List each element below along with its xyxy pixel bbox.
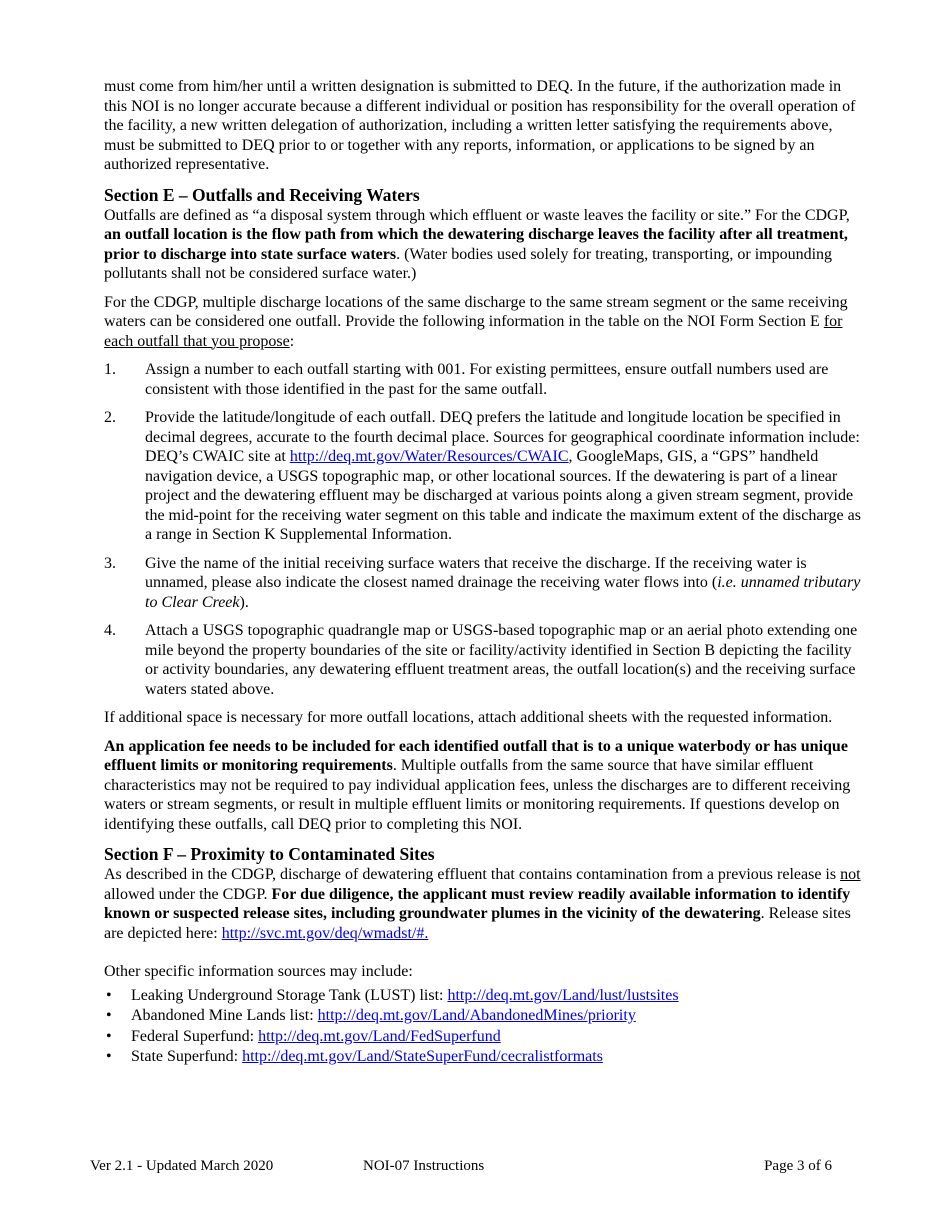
text: . Multiple outfalls from the same source that have similar effluent characteristics may not be required to pay individual application fees, unless the discharges are to different receiving waters or stream segments, or result in multiple effluent limits or monitoring requirements. If questions develop on identifying these outfalls, call DEQ prior to completing this NOI. bbox=[104, 757, 851, 833]
outfall-instructions-list bbox=[104, 360, 866, 699]
bold-text: An application fee needs to be included for each identified outfall that is to a unique waterbody or has unique effluent limits or monitoring requirements bbox=[104, 737, 848, 774]
list-number: 2. bbox=[104, 409, 116, 426]
list-text: Give the name of the initial receiving surface waters that receive the discharge. If the receiving water is unnamed, please also indicate the closest named drainage the receiving water flows into ( bbox=[145, 554, 807, 591]
list-item bbox=[104, 1027, 866, 1047]
section-f-heading: Section F – Proximity to Contaminated Sites bbox=[104, 844, 435, 864]
bullet-icon: • bbox=[106, 1027, 112, 1045]
information-sources-list bbox=[104, 986, 866, 1067]
section-e-paragraph-1 bbox=[104, 206, 866, 284]
text: As described in the CDGP, discharge of dewatering effluent that contains contamination from a previous release is bbox=[104, 866, 841, 883]
section-e-paragraph-3: If additional space is necessary for more outfall locations, attach additional sheets with the requested information. bbox=[104, 709, 833, 726]
document-page bbox=[104, 77, 866, 1068]
list-text: Attach a USGS topographic quadrangle map or USGS-based topographic map or an aerial photo extending one mile beyond the property boundaries of the site or facility/activity identified in Section B depicting the facility or activity boundaries, any dewatering effluent treatment areas, the outfall location(s) and the receiving surface waters stated above. bbox=[145, 622, 858, 698]
section-e-paragraph-4 bbox=[104, 737, 866, 835]
section-f-paragraph-2: Other specific information sources may include: bbox=[104, 963, 413, 980]
list-text: Federal Superfund: bbox=[131, 1027, 259, 1045]
list-item bbox=[104, 986, 866, 1006]
underlined-text: not bbox=[840, 866, 861, 883]
list-text: Abandoned Mine Lands list: bbox=[131, 1007, 318, 1024]
text: . Release sites are depicted here: bbox=[104, 905, 851, 942]
abandoned-mines-link[interactable]: http://deq.mt.gov/Land/AbandonedMines/priority bbox=[317, 1007, 636, 1024]
bold-text: For due diligence, the applicant must review readily available information to identify known or suspected release sites, including groundwater plumes in the vicinity of the dewatering bbox=[104, 885, 851, 922]
text: allowed under the CDGP. bbox=[104, 885, 272, 903]
list-text: State Superfund: bbox=[131, 1048, 243, 1065]
text: For the CDGP, multiple discharge locations of the same discharge to the same stream segment or the same receiving waters can be considered one outfall. Provide the following information in the table on the NOI Form Section E bbox=[104, 293, 848, 330]
underlined-text: for each outfall that you propose bbox=[104, 313, 843, 350]
bullet-icon: • bbox=[106, 986, 112, 1004]
section-f-paragraph-1 bbox=[104, 865, 866, 943]
text: : bbox=[289, 332, 295, 350]
section-e-paragraph-2 bbox=[104, 293, 866, 352]
list-item bbox=[104, 1047, 866, 1067]
list-item bbox=[104, 360, 866, 399]
footer-page-number: Page 3 of 6 bbox=[764, 1158, 832, 1174]
release-sites-link[interactable]: http://svc.mt.gov/deq/wmadst/#. bbox=[221, 924, 429, 942]
section-e-heading: Section E – Outfalls and Receiving Waters bbox=[104, 184, 420, 205]
footer-version: Ver 2.1 - Updated March 2020 bbox=[90, 1158, 274, 1174]
text: Outfalls are defined as “a disposal system through which effluent or waste leaves the facility or site.” For the CDGP, bbox=[104, 206, 850, 224]
intro-paragraph: must come from him/her until a written designation is submitted to DEQ. In the future, if the authorization made in this NOI is no longer accurate because a different individual or position has responsibility for the overall operation of the facility, a new written delegation of authorization, including a written letter satisfying the requirements above, must be submitted to DEQ prior to or together with any reports, information, or applications to be signed by an authorized representative. bbox=[104, 78, 856, 173]
cwaic-link[interactable]: http://deq.mt.gov/Water/Resources/CWAIC bbox=[289, 448, 569, 465]
bold-text: an outfall location is the flow path from which the dewatering discharge leaves the facility after all treatment, prior to discharge into state surface waters bbox=[104, 226, 848, 263]
list-text: ). bbox=[239, 593, 249, 611]
italic-text: i.e. unnamed tributary to Clear Creek bbox=[145, 574, 861, 611]
state-superfund-link[interactable]: http://deq.mt.gov/Land/StateSuperFund/cecralistformats bbox=[242, 1048, 603, 1065]
list-item bbox=[104, 554, 866, 613]
list-text: , GoogleMaps, GIS, a “GPS” handheld navigation device, a USGS topographic map, or other locational sources. If the dewatering is part of a linear project and the dewatering effluent may be discharged at various points along a given stream segment, provide the mid-point for the receiving water segment on this table and indicate the maximum extent of the discharge as a range in Section K Supplemental Information. bbox=[145, 448, 861, 543]
federal-superfund-link[interactable]: http://deq.mt.gov/Land/FedSuperfund bbox=[258, 1027, 501, 1045]
bullet-icon: • bbox=[106, 1048, 112, 1065]
bullet-icon: • bbox=[106, 1007, 112, 1024]
list-item bbox=[104, 621, 866, 699]
list-number: 3. bbox=[104, 554, 116, 572]
list-text: Provide the latitude/longitude of each outfall. DEQ prefers the latitude and longitude location be specified in decimal degrees, accurate to the fourth decimal place. Sources for geographical coordinate information include: DEQ’s CWAIC site at bbox=[145, 409, 860, 465]
list-number: 4. bbox=[104, 622, 116, 639]
text: . (Water bodies used solely for treating, transporting, or impounding pollutants shall not be considered surface water.) bbox=[104, 245, 833, 282]
list-text: Leaking Underground Storage Tank (LUST) list: bbox=[131, 986, 448, 1004]
list-item bbox=[104, 408, 866, 545]
list-text: Assign a number to each outfall starting with 001. For existing permittees, ensure outfall numbers used are consistent with those identified in the past for the same outfall. bbox=[145, 361, 829, 398]
lust-link[interactable]: http://deq.mt.gov/Land/lust/lustsites bbox=[447, 986, 679, 1004]
list-number: 1. bbox=[104, 361, 116, 378]
footer-document-name: NOI-07 Instructions bbox=[363, 1158, 485, 1174]
list-item bbox=[104, 1006, 866, 1026]
